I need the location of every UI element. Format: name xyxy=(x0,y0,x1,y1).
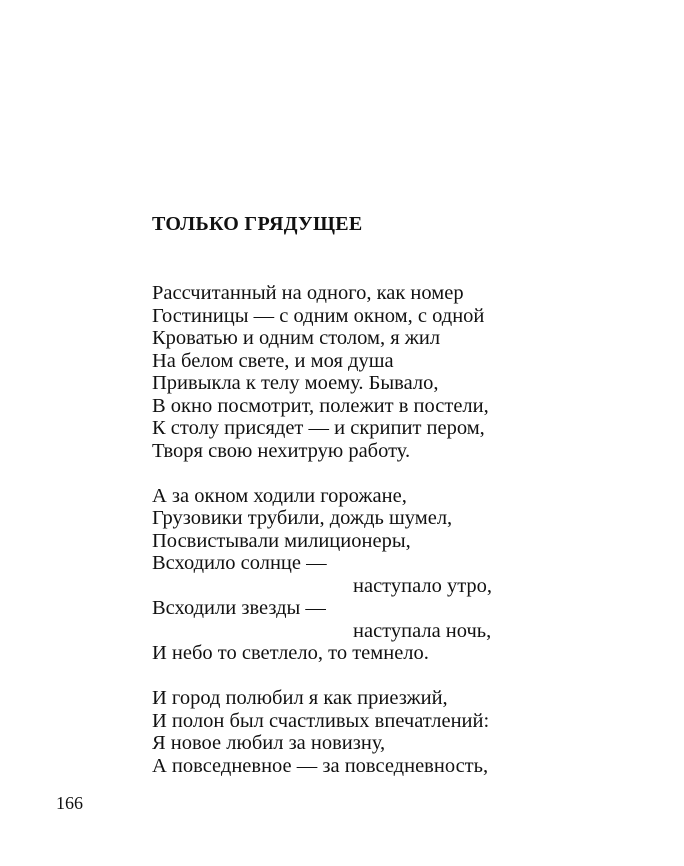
poem-body xyxy=(152,282,572,800)
poem-line: Всходили звезды — xyxy=(152,597,326,619)
poem-line-indented: наступало утро, xyxy=(353,574,493,597)
stanza-3 xyxy=(152,687,572,777)
poem-line: Привыкла к телу моему. Бывало, xyxy=(152,372,439,394)
poem-line: И небо то светлело, то темнело. xyxy=(152,642,429,664)
poem-title: ТОЛЬКО ГРЯДУЩЕЕ xyxy=(152,213,363,235)
poem-line: Я новое любил за новизну, xyxy=(152,732,386,754)
stanza-1 xyxy=(152,282,572,462)
poem-line: Творя свою нехитрую работу. xyxy=(152,439,411,462)
poem-line: Посвистывали милиционеры, xyxy=(152,529,411,552)
poem-line-indented: наступала ночь, xyxy=(353,619,492,642)
page-number: 166 xyxy=(56,793,83,813)
poem-line: На белом свете, и моя душа xyxy=(152,349,394,372)
poem-line: Кроватью и одним столом, я жил xyxy=(152,327,441,349)
poem-line: Грузовики трубили, дождь шумел, xyxy=(152,507,453,529)
poem-line: К столу присядет — и скрипит пером, xyxy=(152,417,485,439)
poem-line: И полон был счастливых впечатлений: xyxy=(152,709,490,732)
poem-line: Рассчитанный на одного, как номер xyxy=(152,282,464,304)
poem-line: И город полюбил я как приезжий, xyxy=(152,687,448,709)
poem-line: А повседневное — за повседневность, xyxy=(152,754,489,777)
poem-line: Всходило солнце — xyxy=(152,552,327,574)
poem-line: В окно посмотрит, полежит в постели, xyxy=(152,394,489,417)
poem-line: Гостиницы — с одним окном, с одной xyxy=(152,304,485,327)
poem-line: А за окном ходили горожане, xyxy=(152,484,407,507)
stanza-2 xyxy=(152,485,572,665)
